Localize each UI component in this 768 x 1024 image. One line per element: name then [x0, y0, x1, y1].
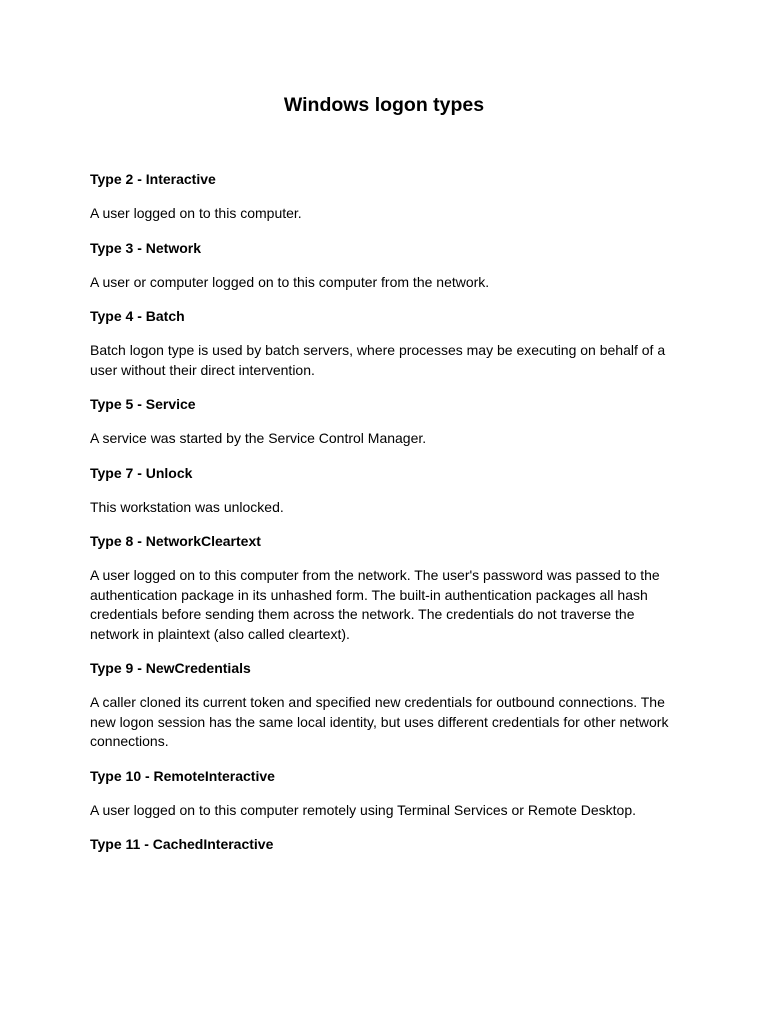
section-heading-type-10: Type 10 - RemoteInteractive [90, 767, 275, 784]
section-heading-type-4: Type 4 - Batch [90, 308, 185, 324]
section-body-type-3: A user or computer logged on to this computer from the network. [90, 273, 490, 290]
document-body [90, 170, 680, 869]
section-heading-type-7: Type 7 - Unlock [90, 464, 193, 481]
section-body-type-2: A user logged on to this computer. [90, 205, 302, 221]
section-body-type-5: A service was started by the Service Control Manager. [90, 430, 427, 446]
section-heading-type-2: Type 2 - Interactive [90, 171, 216, 187]
section-body-type-7: This workstation was unlocked. [90, 498, 284, 515]
section-heading-type-9: Type 9 - NewCredentials [90, 660, 251, 676]
section-heading-type-5: Type 5 - Service [90, 396, 196, 412]
section-heading-type-3: Type 3 - Network [90, 239, 201, 256]
section-heading-type-8: Type 8 - NetworkCleartext [90, 533, 261, 549]
section-heading-type-11: Type 11 - CachedInteractive [90, 836, 274, 852]
section-body-type-4: Batch logon type is used by batch servers, where processes may be executing on behalf of a user without their direct intervention. [90, 342, 666, 378]
section-body-type-8: A user logged on to this computer from the network. The user's password was passed to the authentication package in its unhashed form. The built-in authentication packages all hash credentials before sending them across the network. The credentials do not traverse the network in plaintext (also called cleartext). [90, 567, 660, 642]
document-title: Windows logon types [283, 94, 485, 116]
section-body-type-9: A caller cloned its current token and specified new credentials for outbound connections. The new logon session has the same local identity, but uses different credentials for other network connections. [90, 694, 669, 749]
section-body-type-10: A user logged on to this computer remotely using Terminal Services or Remote Desktop. [90, 801, 636, 818]
